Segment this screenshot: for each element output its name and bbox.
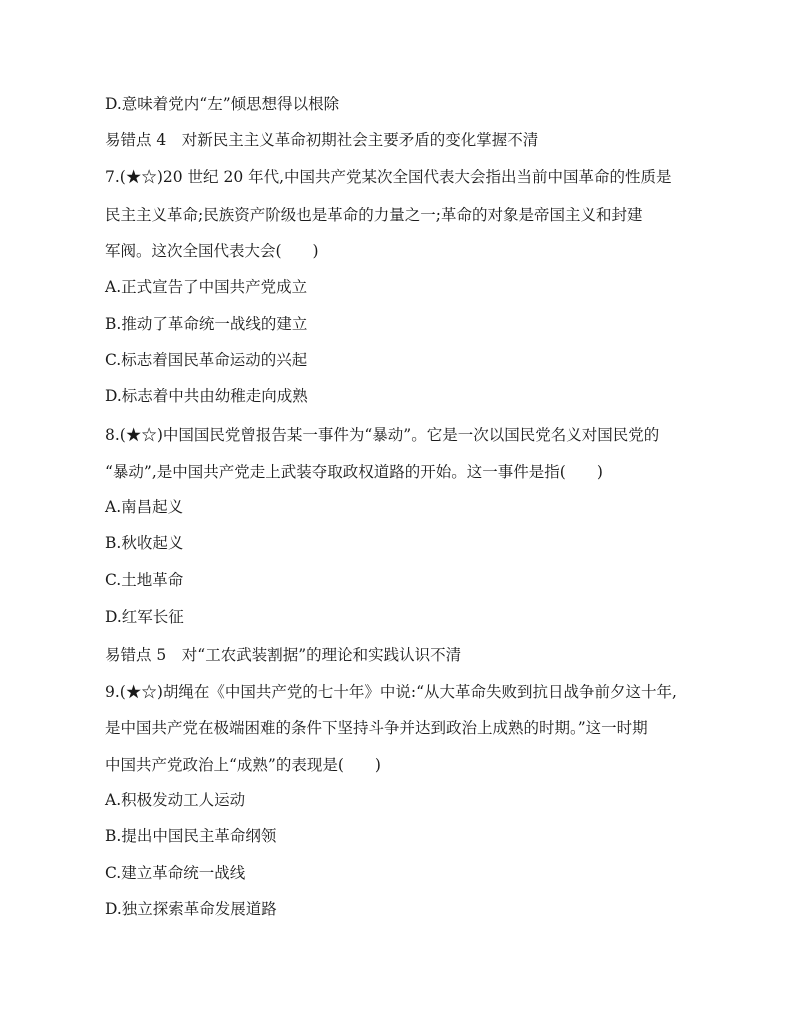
q9-stem-line-3: 中国共产党政治上“成熟”的表现是( ) bbox=[105, 756, 381, 774]
q7-stem-line-3: 军阀。这次全国代表大会( ) bbox=[105, 242, 319, 260]
q8-option-d: D.红军长征 bbox=[105, 608, 184, 626]
q6-option-d: D.意味着党内“左”倾思想得以根除 bbox=[105, 95, 340, 113]
q7-stem-line-2: 民主主义革命;民族资产阶级也是革命的力量之一;革命的对象是帝国主义和封建 bbox=[105, 206, 643, 224]
q9-stem-line-1: 9.(★☆)胡绳在《中国共产党的七十年》中说:“从大革命失败到抗日战争前夕这十年, bbox=[105, 683, 677, 701]
q8-stem-line-1: 8.(★☆)中国国民党曾报告某一事件为“暴动”。它是一次以国民党名义对国民党的 bbox=[105, 426, 660, 444]
q7-option-b: B.推动了革命统一战线的建立 bbox=[105, 315, 308, 333]
q7-option-a: A.正式宣告了中国共产党成立 bbox=[105, 278, 308, 296]
q8-option-a: A.南昌起义 bbox=[105, 498, 184, 516]
q8-option-b: B.秋收起义 bbox=[105, 534, 184, 552]
error-point-4-heading: 易错点 4 对新民主主义革命初期社会主要矛盾的变化掌握不清 bbox=[105, 131, 539, 149]
q9-stem-line-2: 是中国共产党在极端困难的条件下坚持斗争并达到政治上成熟的时期。”这一时期 bbox=[105, 719, 648, 737]
q7-stem-line-1: 7.(★☆)20 世纪 20 年代,中国共产党某次全国代表大会指出当前中国革命的性质是 bbox=[105, 168, 672, 186]
q9-option-a: A.积极发动工人运动 bbox=[105, 791, 246, 809]
q9-option-c: C.建立革命统一战线 bbox=[105, 864, 246, 882]
error-point-5-heading: 易错点 5 对“工农武装割据”的理论和实践认识不清 bbox=[105, 646, 462, 664]
q9-option-d: D.独立探索革命发展道路 bbox=[105, 900, 277, 918]
q7-option-d: D.标志着中共由幼稚走向成熟 bbox=[105, 387, 308, 405]
q9-option-b: B.提出中国民主革命纲领 bbox=[105, 827, 277, 845]
q8-stem-line-2: “暴动”,是中国共产党走上武装夺取政权道路的开始。这一事件是指( ) bbox=[105, 463, 603, 481]
q7-option-c: C.标志着国民革命运动的兴起 bbox=[105, 351, 308, 369]
q8-option-c: C.土地革命 bbox=[105, 571, 184, 589]
